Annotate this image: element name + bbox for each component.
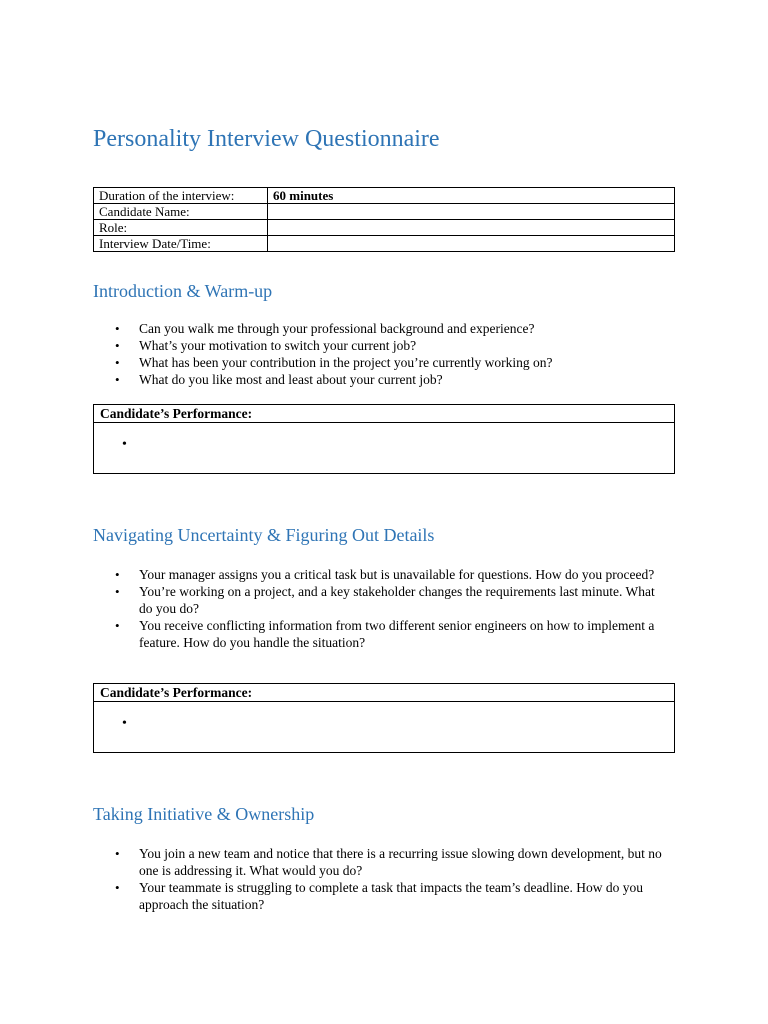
list-item [93,617,675,651]
section-heading-introduction: Introduction & Warm-up [93,281,273,301]
bullet-icon: • [115,321,120,336]
interview-info-table [93,187,675,252]
duration-label: Duration of the interview: [94,188,268,204]
question-text: You’re working on a project, and a key stakeholder changes the requirements last minute. What do you do? [139,584,655,616]
question-text: You receive conflicting information from two different senior engineers on how to implement a feature. How do you handle the situation? [139,618,655,650]
interview-datetime-value [268,236,675,252]
bullet-icon: • [115,567,120,582]
section-heading-initiative: Taking Initiative & Ownership [93,804,315,824]
list-item [93,320,675,337]
bullet-icon: • [115,338,120,353]
question-list-initiative [93,845,675,913]
performance-notes [94,423,674,473]
question-list-introduction [93,320,675,388]
performance-box-introduction [93,404,675,474]
candidate-name-value [268,204,675,220]
bullet-icon: • [122,437,127,452]
question-text: You join a new team and notice that there is a recurring issue slowing down development, but no one is addressing it. What would you do? [139,846,662,878]
section-heading-uncertainty: Navigating Uncertainty & Figuring Out Details [93,525,435,545]
duration-value: 60 minutes [268,188,675,204]
table-row [94,188,675,204]
performance-notes [94,702,674,752]
question-text: What do you like most and least about your current job? [139,372,443,387]
list-item [93,845,675,879]
table-row [94,204,675,220]
interview-datetime-label: Interview Date/Time: [94,236,268,252]
question-text: Can you walk me through your professional background and experience? [139,321,535,336]
candidate-name-label: Candidate Name: [94,204,268,220]
question-text: Your manager assigns you a critical task but is unavailable for questions. How do you proceed? [139,567,655,582]
bullet-icon: • [115,880,120,895]
question-text: Your teammate is struggling to complete a task that impacts the team’s deadline. How do you approach the situation? [139,880,644,912]
question-list-uncertainty [93,566,675,651]
list-item [93,566,675,583]
question-text: What has been your contribution in the project you’re currently working on? [139,355,553,370]
performance-label: Candidate’s Performance: [94,405,674,423]
table-row [94,236,675,252]
bullet-icon: • [115,355,120,370]
role-value [268,220,675,236]
question-text: What’s your motivation to switch your current job? [139,338,417,353]
list-item [93,354,675,371]
performance-label: Candidate’s Performance: [94,684,674,702]
list-item [93,879,675,913]
table-row [94,220,675,236]
list-item [93,371,675,388]
list-item [93,583,675,617]
bullet-icon: • [115,846,120,861]
bullet-icon: • [115,584,120,599]
role-label: Role: [94,220,268,236]
bullet-icon: • [115,372,120,387]
bullet-icon: • [115,618,120,633]
performance-box-uncertainty [93,683,675,753]
bullet-icon: • [122,716,127,731]
page-title: Personality Interview Questionnaire [93,126,440,152]
list-item [93,337,675,354]
